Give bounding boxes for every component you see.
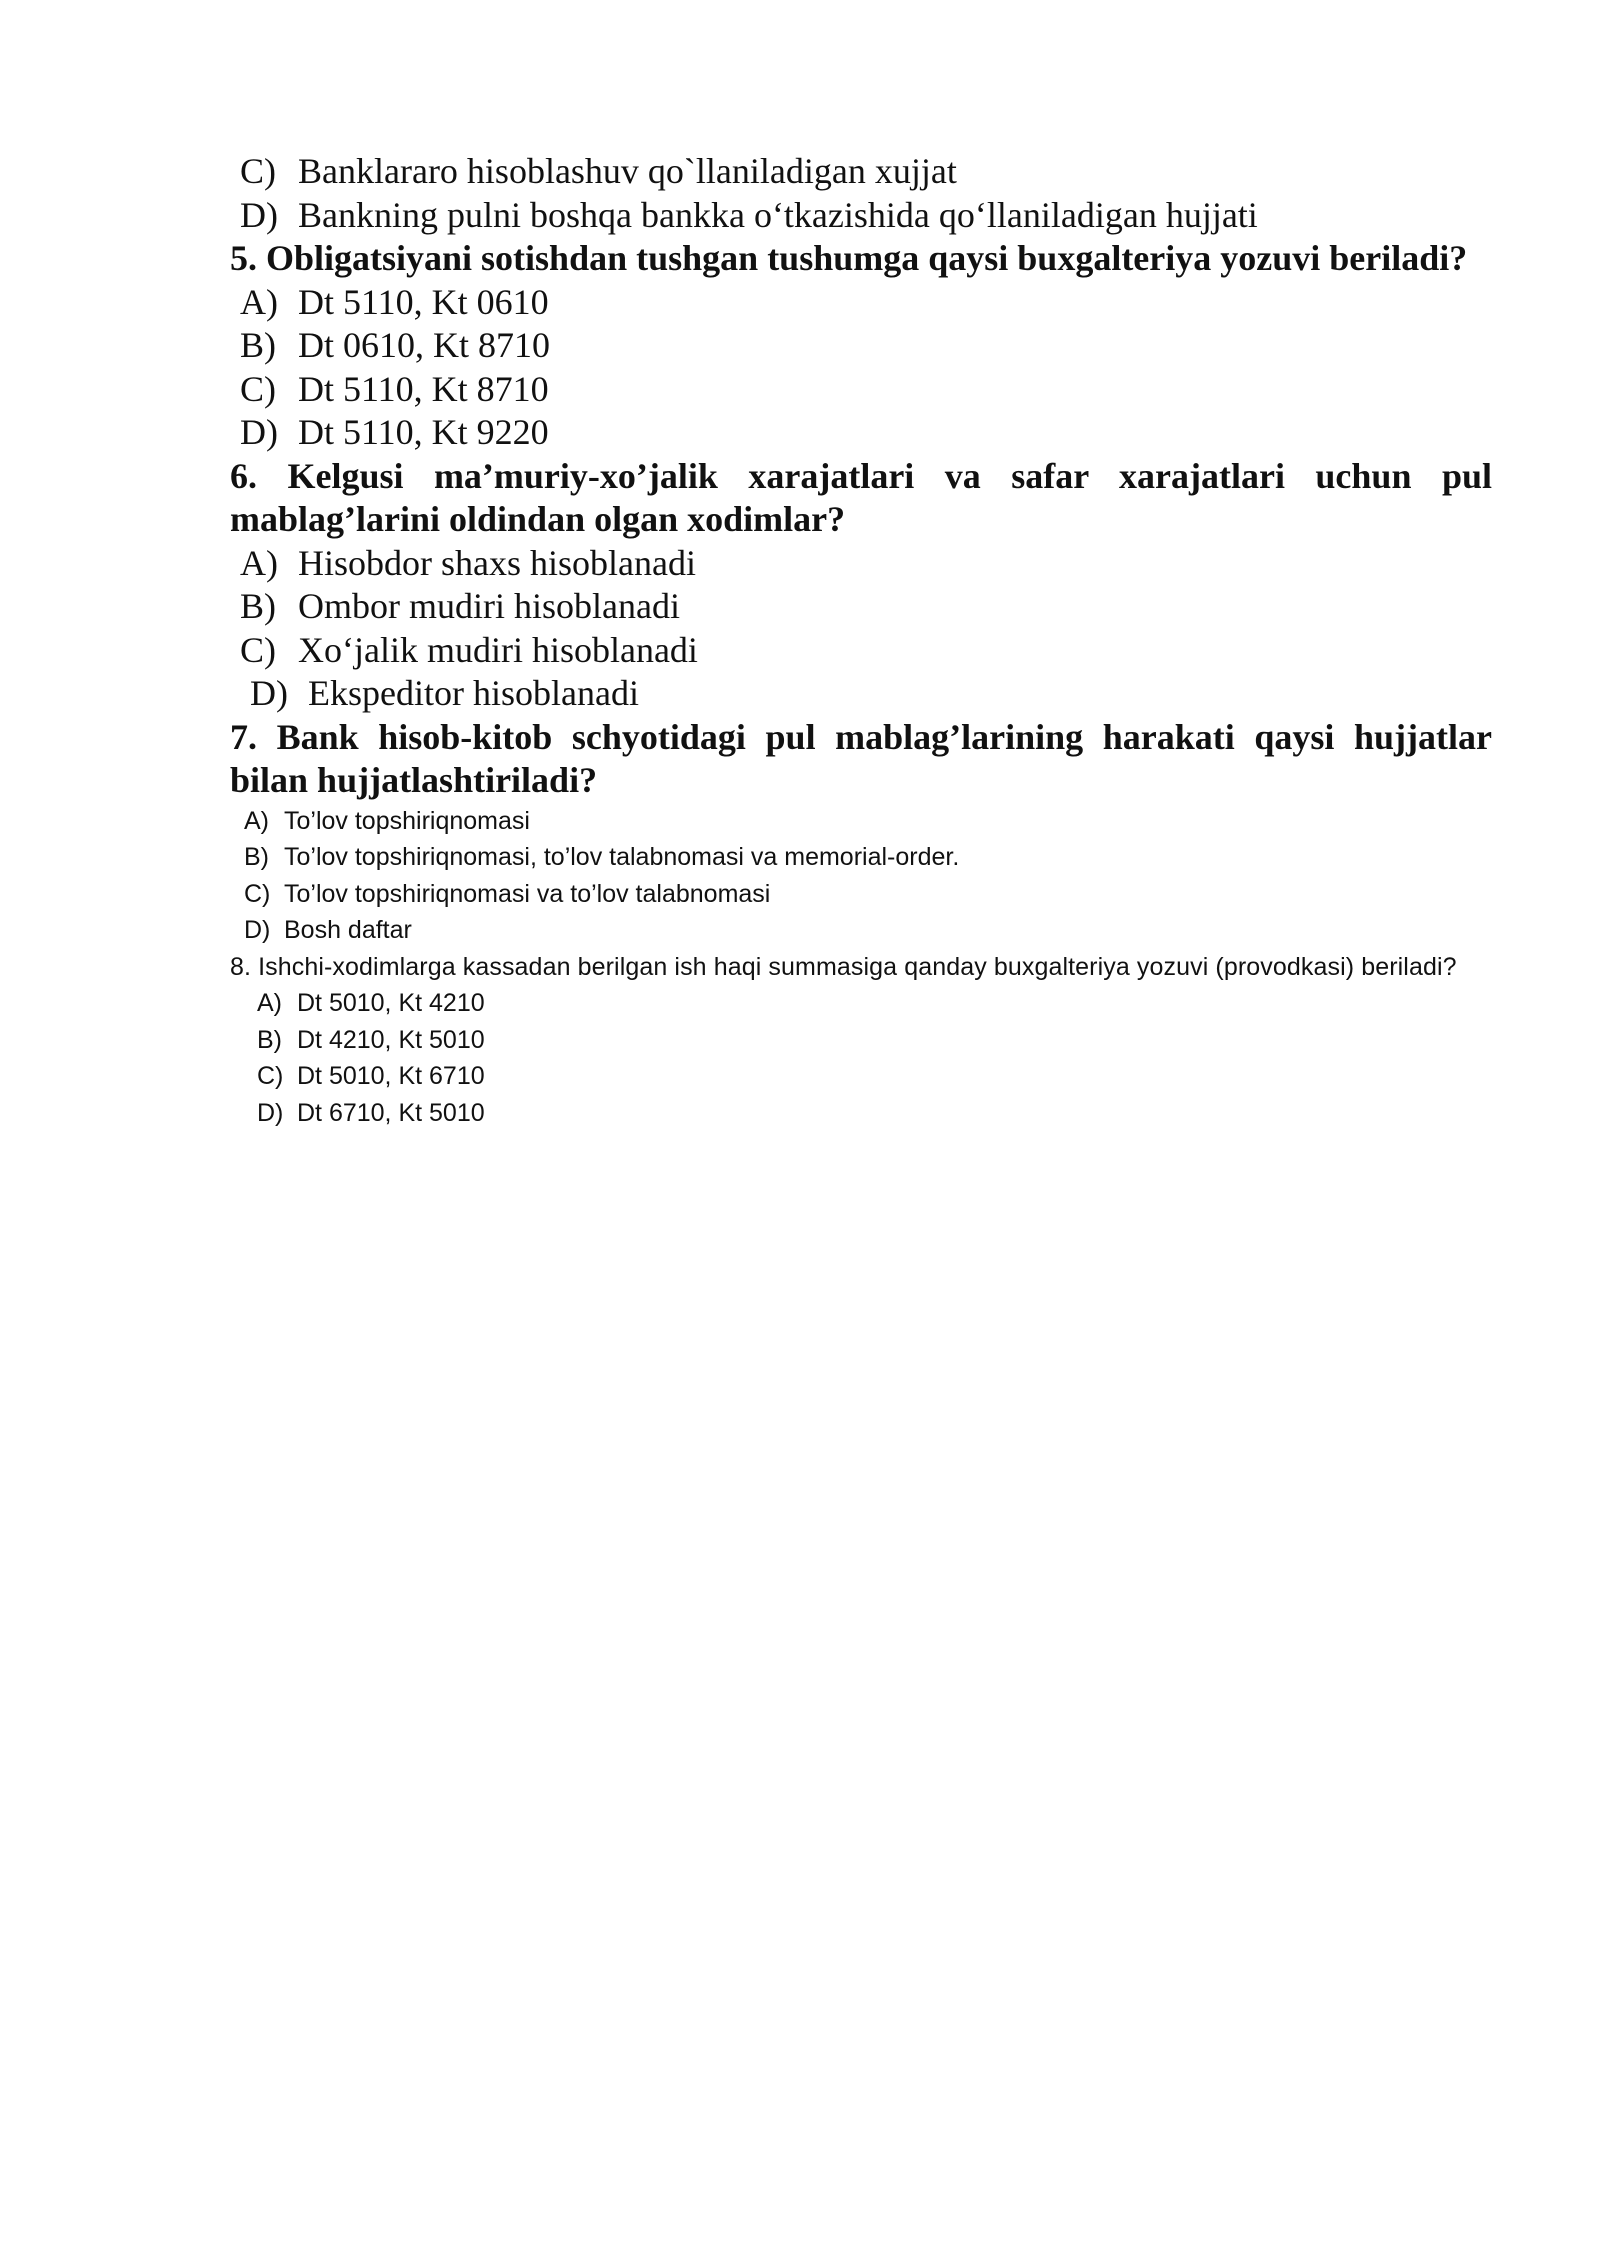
option-letter: D) <box>240 412 278 452</box>
option-letter: B) <box>240 325 276 365</box>
question-6 <box>230 455 1492 716</box>
option-text: Banklararo hisoblashuv qo`llaniladigan xujjat <box>298 151 957 191</box>
question-text: 5. Obligatsiyani sotishdan tushgan tushumga qaysi buxgalteriya yozuvi beriladi? <box>230 238 1468 278</box>
option-letter: A) <box>240 281 278 322</box>
option-b <box>230 1022 1492 1059</box>
option-text: Dt 6710, Kt 5010 <box>297 1098 485 1127</box>
option-d <box>230 194 1492 238</box>
option-letter: A) <box>240 542 278 583</box>
question-text: 7. Bank hisob-kitob schyotidagi pul mablag’larining harakati qaysi hujjatlar bilan hujjatlashtiriladi? <box>230 716 1492 800</box>
question-4-options <box>230 150 1492 237</box>
option-text: Bosh daftar <box>284 916 412 944</box>
option-letter: B) <box>257 1025 282 1054</box>
option-letter: D) <box>244 916 271 944</box>
option-letter: D) <box>250 673 288 713</box>
option-letter: C) <box>240 151 276 191</box>
option-letter: A) <box>244 806 269 835</box>
option-letter: C) <box>257 1062 284 1090</box>
question-7-options <box>230 803 1492 949</box>
option-b <box>230 839 1492 876</box>
document-page <box>230 150 1492 1131</box>
option-text: To’lov topshiriqnomasi, to’lov talabnomasi va memorial-order. <box>284 843 960 871</box>
option-c <box>230 150 1492 194</box>
option-text: Xo‘jalik mudiri hisoblanadi <box>298 629 698 670</box>
option-c <box>230 629 1492 673</box>
option-a <box>230 985 1492 1022</box>
option-letter: D) <box>257 1098 284 1127</box>
option-d <box>230 1095 1492 1132</box>
option-letter: B) <box>240 586 276 626</box>
question-7 <box>230 716 1492 803</box>
option-d <box>230 912 1492 949</box>
option-text: Dt 0610, Kt 8710 <box>298 325 550 365</box>
option-letter: C) <box>244 879 271 908</box>
option-text: Dt 5110, Kt 8710 <box>298 368 549 409</box>
option-text: To’lov topshiriqnomasi <box>284 806 530 835</box>
question-8 <box>230 949 1492 1132</box>
option-text: Ekspeditor hisoblanadi <box>308 673 639 713</box>
question-text: 8. Ishchi-xodimlarga kassadan berilgan ish haqi summasiga qanday buxgalteriya yozuvi (provodkasi) beriladi? <box>230 952 1457 981</box>
option-c <box>230 876 1492 913</box>
option-letter: D) <box>240 194 278 235</box>
option-text: Dt 5110, Kt 0610 <box>298 281 549 322</box>
option-text: Hisobdor shaxs hisoblanadi <box>298 542 696 583</box>
option-letter: C) <box>240 368 276 409</box>
option-letter: A) <box>257 989 282 1017</box>
option-letter: B) <box>244 843 269 871</box>
option-a <box>230 542 1492 586</box>
option-text: Dt 4210, Kt 5010 <box>297 1025 485 1054</box>
option-d <box>230 411 1492 455</box>
option-b <box>230 585 1492 629</box>
question-text: 6. Kelgusi ma’muriy-xo’jalik xarajatlari va safar xarajatlari uchun pul mablag’larini oldindan olgan xodimlar? <box>230 455 1492 539</box>
option-text: Dt 5110, Kt 9220 <box>298 412 549 452</box>
option-a <box>230 803 1492 840</box>
option-c <box>230 1058 1492 1095</box>
option-b <box>230 324 1492 368</box>
option-text: Bankning pulni boshqa bankka o‘tkazishida qo‘llaniladigan hujjati <box>298 194 1258 235</box>
option-d <box>230 672 1492 716</box>
option-text: To’lov topshiriqnomasi va to’lov talabnomasi <box>284 879 771 908</box>
option-a <box>230 281 1492 325</box>
option-text: Dt 5010, Kt 4210 <box>297 989 485 1017</box>
question-5 <box>230 237 1492 455</box>
option-letter: C) <box>240 629 276 670</box>
option-c <box>230 368 1492 412</box>
option-text: Ombor mudiri hisoblanadi <box>298 586 680 626</box>
option-text: Dt 5010, Kt 6710 <box>297 1062 485 1090</box>
